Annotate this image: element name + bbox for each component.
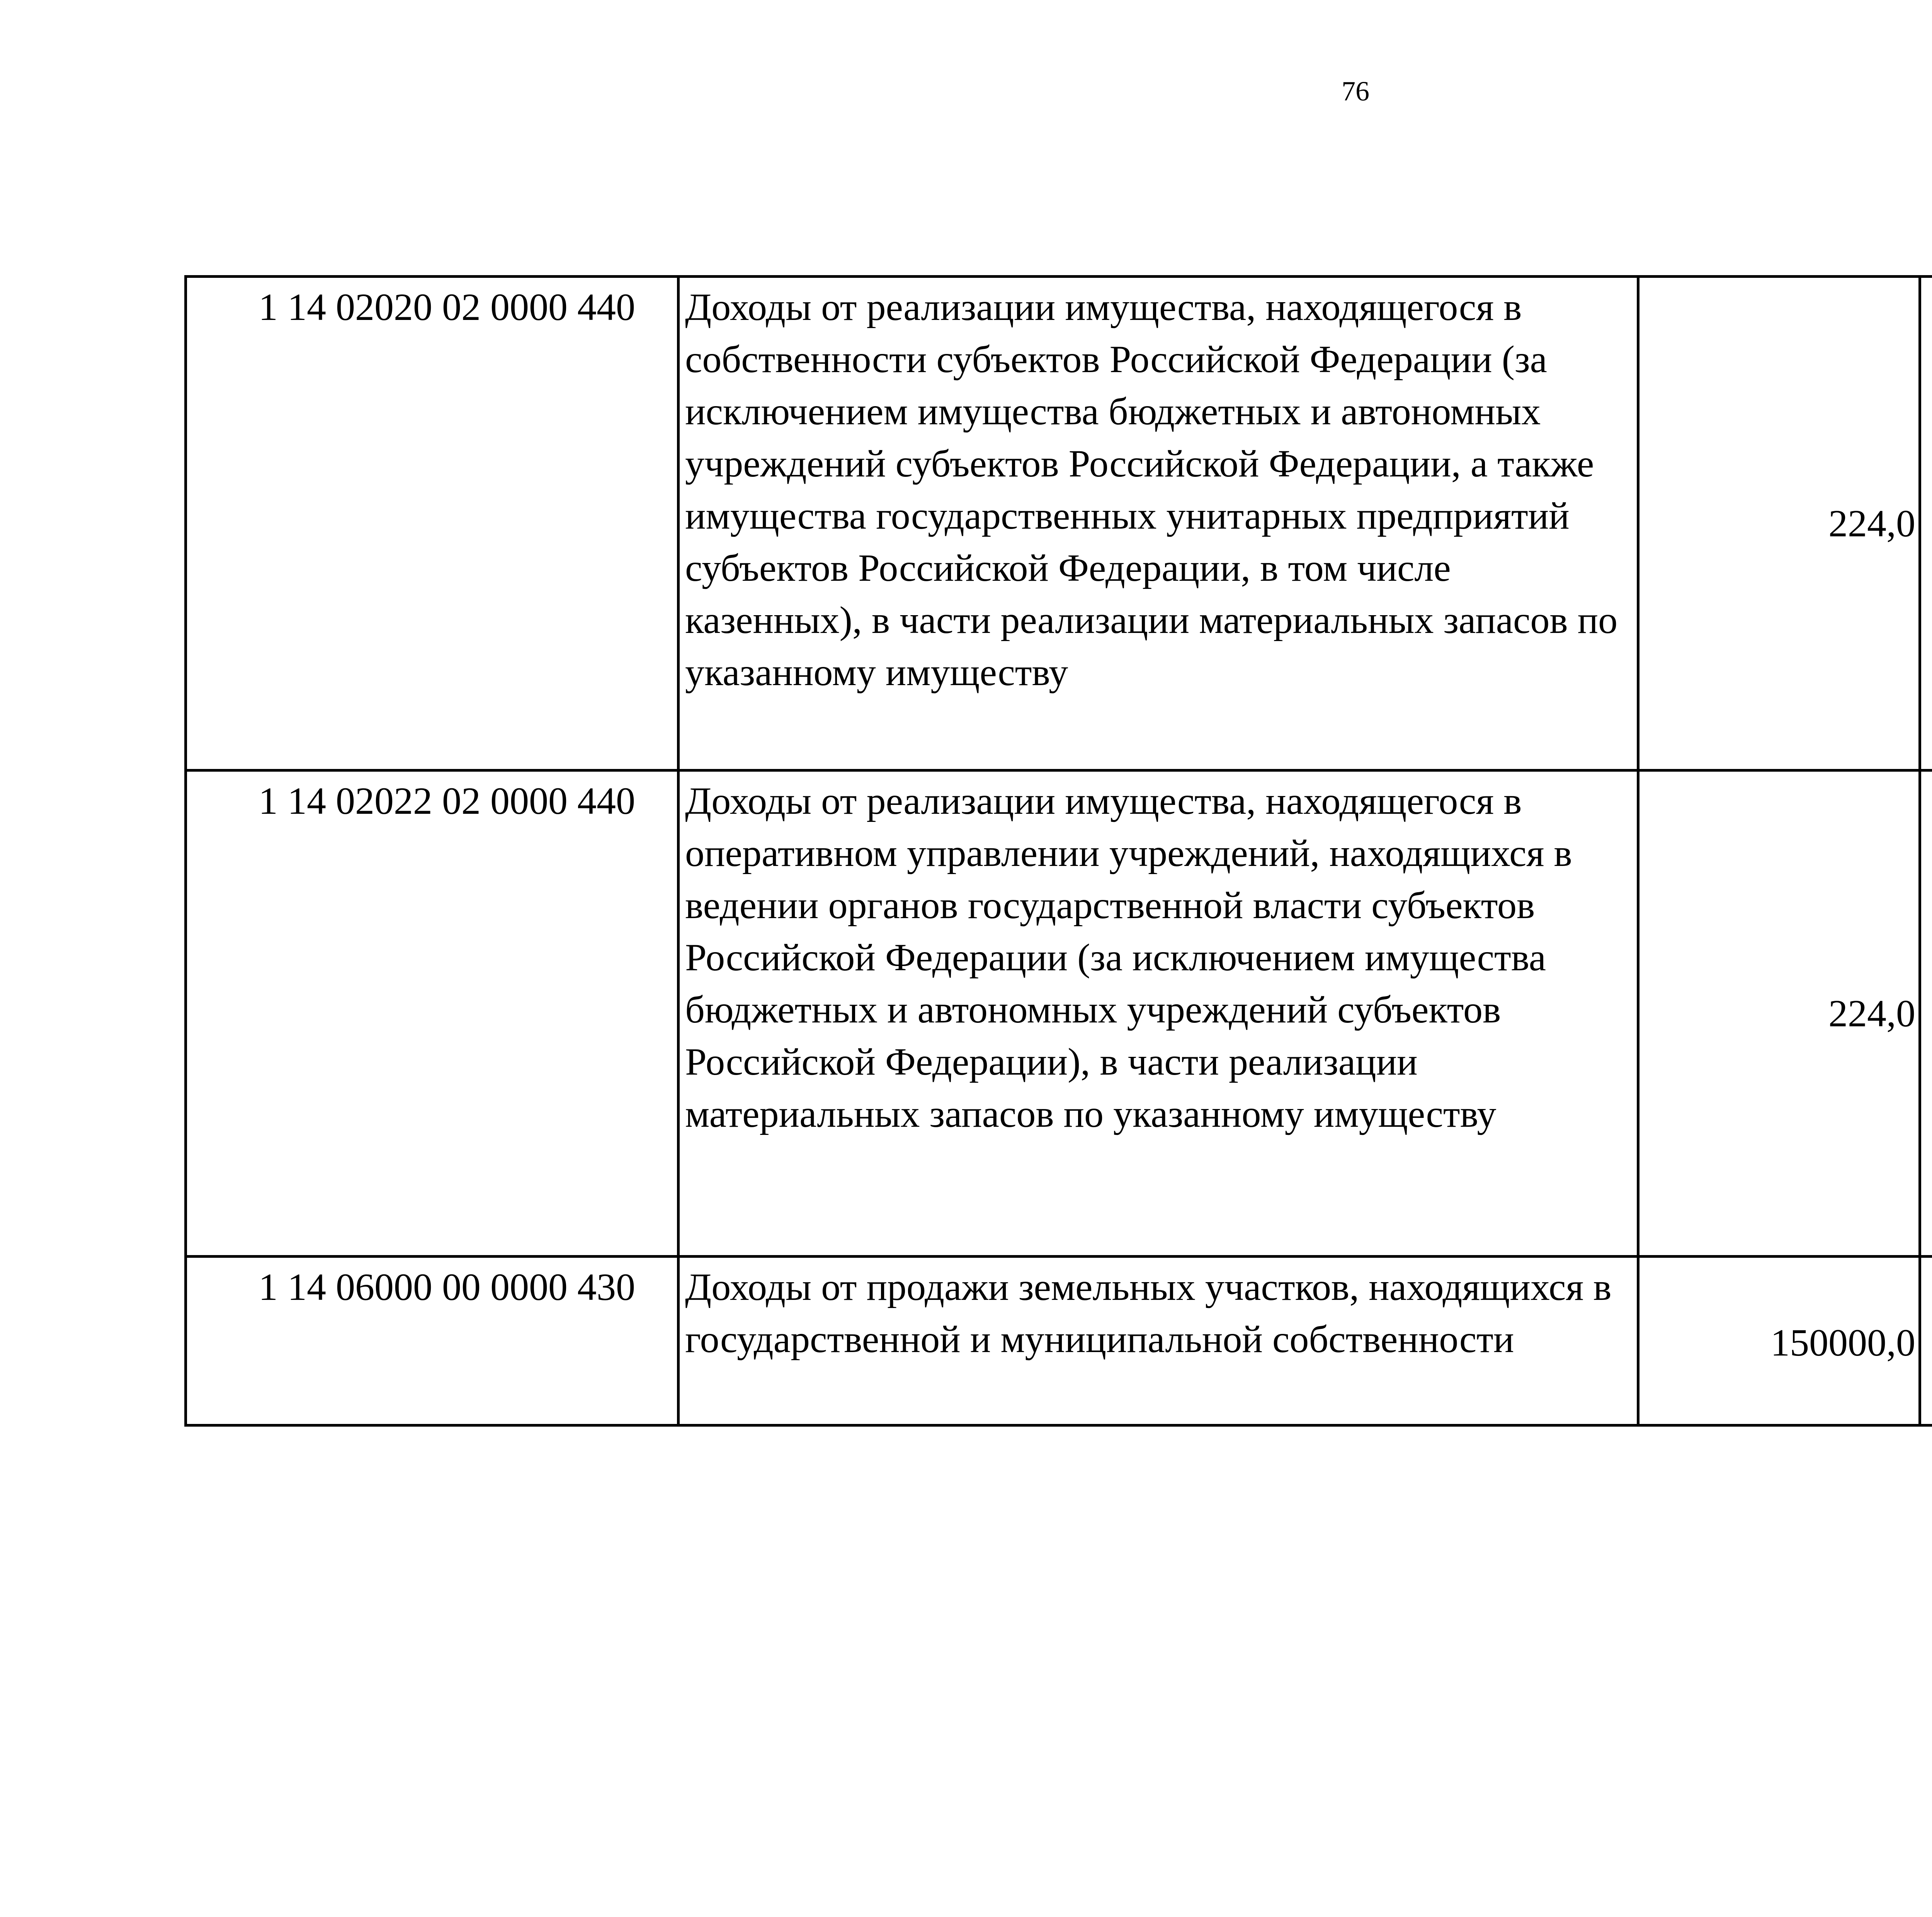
amount-cell-2 xyxy=(1920,277,1932,771)
amount-cell-2 xyxy=(1920,771,1932,1257)
revenue-description-cell: Доходы от реализации имущества, находящегося в оперативном управлении учреждений, находящихся в ведении органов государственной власти субъектов Российской Федерации (за исключением имущества бюджетных и автономных учреждений субъектов Российской Федерации), в части реализации материальных запасов по указанному имуществу xyxy=(679,771,1638,1257)
revenue-description-cell: Доходы от реализации имущества, находящегося в собственности субъектов Российской Федерации (за исключением имущества бюджетных и автономных учреждений субъектов Российской Федерации, а также имущества государственных унитарных предприятий субъектов Российской Федерации, в том числе казенных), в части реализации материальных запасов по указанному имуществу xyxy=(679,277,1638,771)
page-number: 76 xyxy=(1342,76,1369,107)
budget-revenue-table xyxy=(184,275,1932,1427)
amount-cell-1: 224,0 xyxy=(1638,277,1920,771)
budget-code-cell: 1 14 02022 02 0000 440 xyxy=(186,771,679,1257)
amount-cell-1: 224,0 xyxy=(1638,771,1920,1257)
table-row xyxy=(186,771,1932,1257)
revenue-description-cell: Доходы от продажи земельных участков, находящихся в государственной и муниципальной собственности xyxy=(679,1257,1638,1425)
budget-code-cell: 1 14 06000 00 0000 430 xyxy=(186,1257,679,1425)
table-row xyxy=(186,1257,1932,1425)
amount-cell-1: 150000,0 xyxy=(1638,1257,1920,1425)
table-row xyxy=(186,277,1932,771)
budget-code-cell: 1 14 02020 02 0000 440 xyxy=(186,277,679,771)
amount-cell-2 xyxy=(1920,1257,1932,1425)
